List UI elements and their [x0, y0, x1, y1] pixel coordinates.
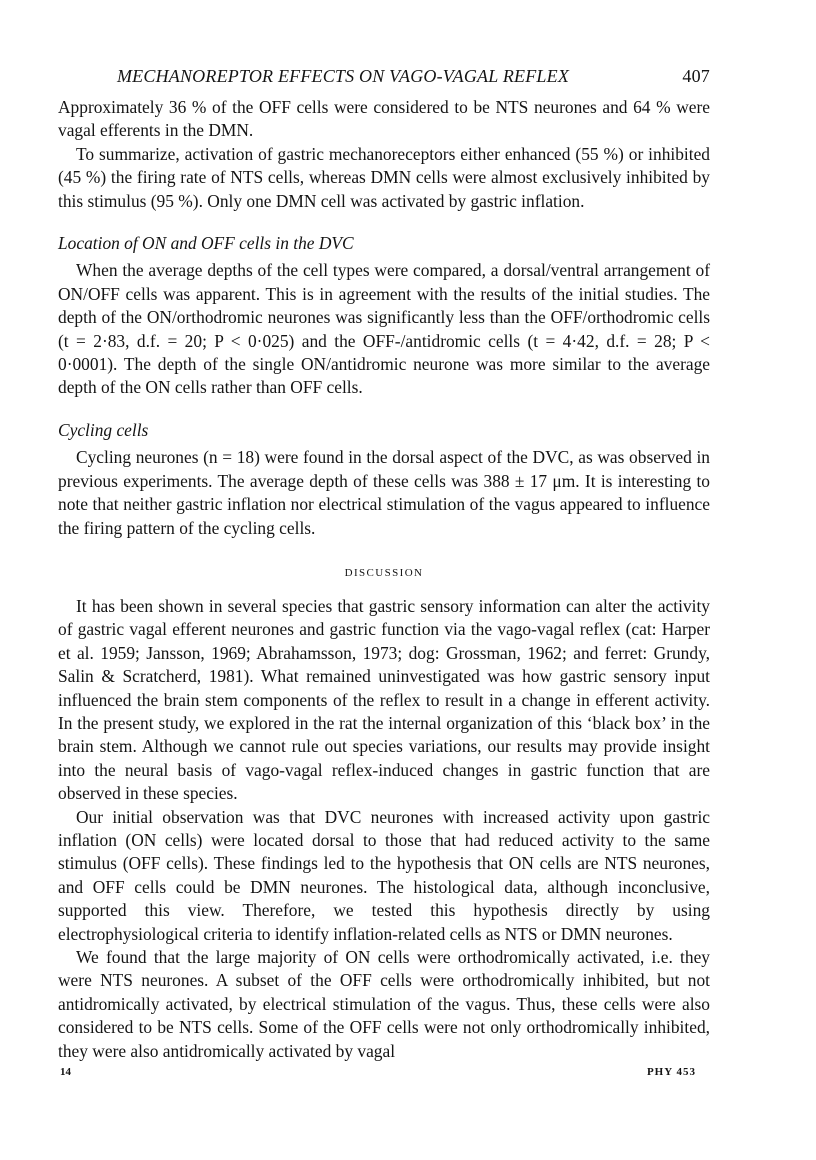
paragraph-off-cells: Approximately 36 % of the OFF cells were considered to be NTS neurones and 64 % were vagal efferents in the DMN.: [58, 97, 710, 141]
running-header: [58, 66, 710, 90]
paragraph-summary: To summarize, activation of gastric mechanoreceptors either enhanced (55 %) or inhibited (45 %) the firing rate of NTS cells, whereas DMN cells were almost exclusively inhibited by this stimulus (95 %). Only one DMN cell was activated by gastric inflation.: [58, 143, 710, 211]
paragraph-discussion-3: We found that the large majority of ON cells were orthodromically activated, i.e. they were NTS neurones. A subset of the OFF cells were orthodromically inhibited, but not antidromically activated, by electrical stimulation of the vagus. Thus, these cells were also considered to be NTS cells. Some of the OFF cells were not only orthodromically inhibited, they were also antidromically activated by vagal: [58, 947, 710, 1061]
paragraph-discussion-2: Our initial observation was that DVC neurones with increased activity upon gastric inflation (ON cells) were located dorsal to those that had reduced activity to the same stimulus (OFF cells). These findings led to the hypothesis that ON cells are NTS neurones, and OFF cells could be DMN neurones. The histological data, although inconclusive, supported this view. Therefore, we tested this hypothesis directly by using electrophysiological criteria to identify inflation-related cells as NTS or DMN neurones.: [58, 806, 710, 944]
paragraph-discussion-1: It has been shown in several species that gastric sensory information can alter the activity of gastric vagal efferent neurones and gastric function via the vago-vagal reflex (cat: Harper et al. 1959; Jansson, 1969; Abrahamsson, 1973; dog: Grossman, 1962; and ferret: Grundy, Salin & Scratcherd, 1981). What remained uninvestigated was how gastric sensory input influenced the brain stem components of the reflex to result in a change in efferent activity. In the present study, we explored in the rat the internal organization of this ‘black box’ in the brain stem. Although we cannot rule out species variations, our results may provide insight into the neural basis of vago-vagal reflex-induced changes in gastric function that are observed in these species.: [58, 595, 710, 804]
section-heading-discussion: DISCUSSION: [344, 566, 424, 579]
running-title: MECHANOREPTOR EFFECTS ON VAGO-VAGAL REFLEX: [116, 66, 570, 86]
journal-page: [58, 66, 710, 1078]
journal-mark: PHY 453: [646, 1066, 696, 1078]
subheading-cycling: Cycling cells: [58, 419, 149, 440]
paragraph-location: When the average depths of the cell types were compared, a dorsal/ventral arrangement of ON/OFF cells was apparent. This is in agreement with the results of the initial studies. The depth of the ON/orthodromic neurones was significantly less than the OFF/orthodromic cells (t = 2·83, d.f. = 20; P < 0·025) and the OFF-/antidromic cells (t = 4·42, d.f. = 28; P < 0·0001). The depth of the single ON/antidromic neurone was more similar to the average depth of the ON cells rather than OFF cells.: [58, 260, 710, 398]
subheading-location: Location of ON and OFF cells in the DVC: [58, 233, 354, 254]
page-number: 407: [682, 66, 710, 86]
signature-mark: 14: [60, 1066, 71, 1078]
paragraph-cycling: Cycling neurones (n = 18) were found in the dorsal aspect of the DVC, as was observed in previous experiments. The average depth of these cells was 388 ± 17 μm. It is interesting to note that neither gastric inflation nor electrical stimulation of the vagus appeared to influence the firing pattern of the cycling cells.: [58, 447, 710, 538]
